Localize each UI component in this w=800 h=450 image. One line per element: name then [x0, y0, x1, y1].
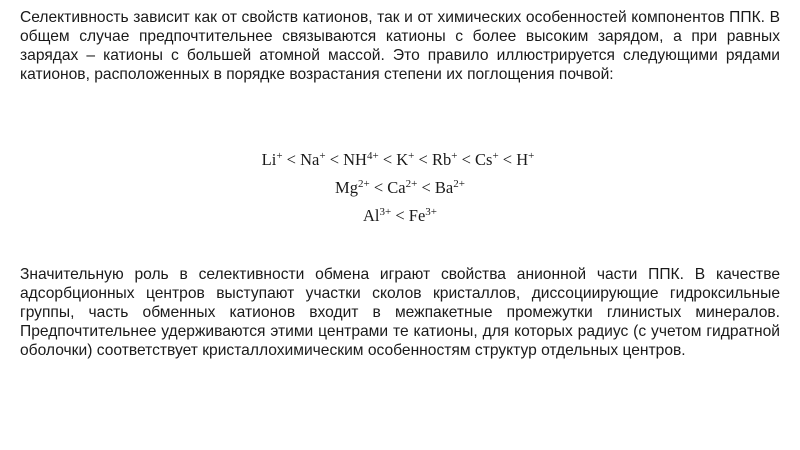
cation: [409, 206, 437, 225]
less-than-operator: <: [282, 150, 301, 169]
less-than-operator: <: [369, 178, 388, 197]
cation: [343, 150, 379, 169]
less-than-operator: <: [414, 150, 432, 169]
cation-charge: 4+: [366, 150, 379, 162]
cation-charge: 2+: [453, 178, 465, 190]
cation: [262, 150, 283, 169]
cation-symbol: NH: [343, 150, 367, 169]
cation: [300, 150, 325, 169]
less-than-operator: <: [325, 150, 344, 169]
cation-charge: +: [408, 150, 415, 162]
cation-charge: 2+: [405, 178, 418, 190]
less-than-operator: <: [498, 150, 517, 169]
cation-charge: +: [528, 150, 535, 162]
cation-charge: +: [451, 150, 458, 162]
paragraph-selectivity-intro: Селективность зависит как от свойств катионов, так и от химических особенностей компонентов ППК. В общем случае предпочтительнее связываются катионы с более высоким зарядом, а при равных зарядах – катионы с большей атомной массой. Это правило иллюстрируется следующими рядами катионов, расположенных в порядке возрастания степени их поглощения почвой:: [20, 9, 780, 83]
cation-symbol: Mg: [335, 178, 358, 197]
less-than-operator: <: [391, 206, 409, 225]
cation: [335, 178, 370, 197]
cation: [516, 150, 534, 169]
cation-series-divalent: [0, 178, 800, 198]
cation-charge: +: [492, 150, 499, 162]
less-than-operator: <: [378, 150, 397, 169]
cation-symbol: Al: [363, 206, 380, 225]
cation-charge: 2+: [357, 178, 370, 190]
cation-symbol: Fe: [408, 206, 426, 225]
cation: [396, 150, 414, 169]
cation: [432, 150, 457, 169]
cation: [435, 178, 465, 197]
cation-symbol: H: [516, 150, 529, 169]
less-than-operator: <: [417, 178, 435, 197]
cation-series-monovalent: [0, 150, 798, 170]
cation-symbol: K: [396, 150, 409, 169]
cation: [475, 150, 499, 169]
cation-symbol: Rb: [431, 150, 452, 169]
cation-symbol: Na: [300, 150, 320, 169]
cation-symbol: Cs: [475, 150, 493, 169]
cation-charge: +: [319, 150, 326, 162]
cation-charge: 3+: [379, 206, 392, 218]
cation-charge: +: [276, 150, 283, 162]
paragraph-anion-part: Значительную роль в селективности обмена играют свойства анионной части ППК. В качестве адсорбционных центров выступают участки сколов кристаллов, диссоциирующие гидроксильные группы, часть обменных катионов входит в межпакетные промежутки глинистых минералов. Предпочтительнее удерживаются этими центрами те катионы, для которых радиус (с учетом гидратной оболочки) соответствует кристаллохимическим особенностям структур отдельных центров.: [20, 266, 780, 359]
cation-symbol: Li: [261, 150, 277, 169]
cation: [363, 206, 391, 225]
cation-symbol: Ca: [387, 178, 406, 197]
cation: [387, 178, 417, 197]
cation-charge: 3+: [425, 206, 437, 218]
cation-symbol: Ba: [434, 178, 454, 197]
cation-series-trivalent: [0, 206, 800, 226]
less-than-operator: <: [457, 150, 475, 169]
